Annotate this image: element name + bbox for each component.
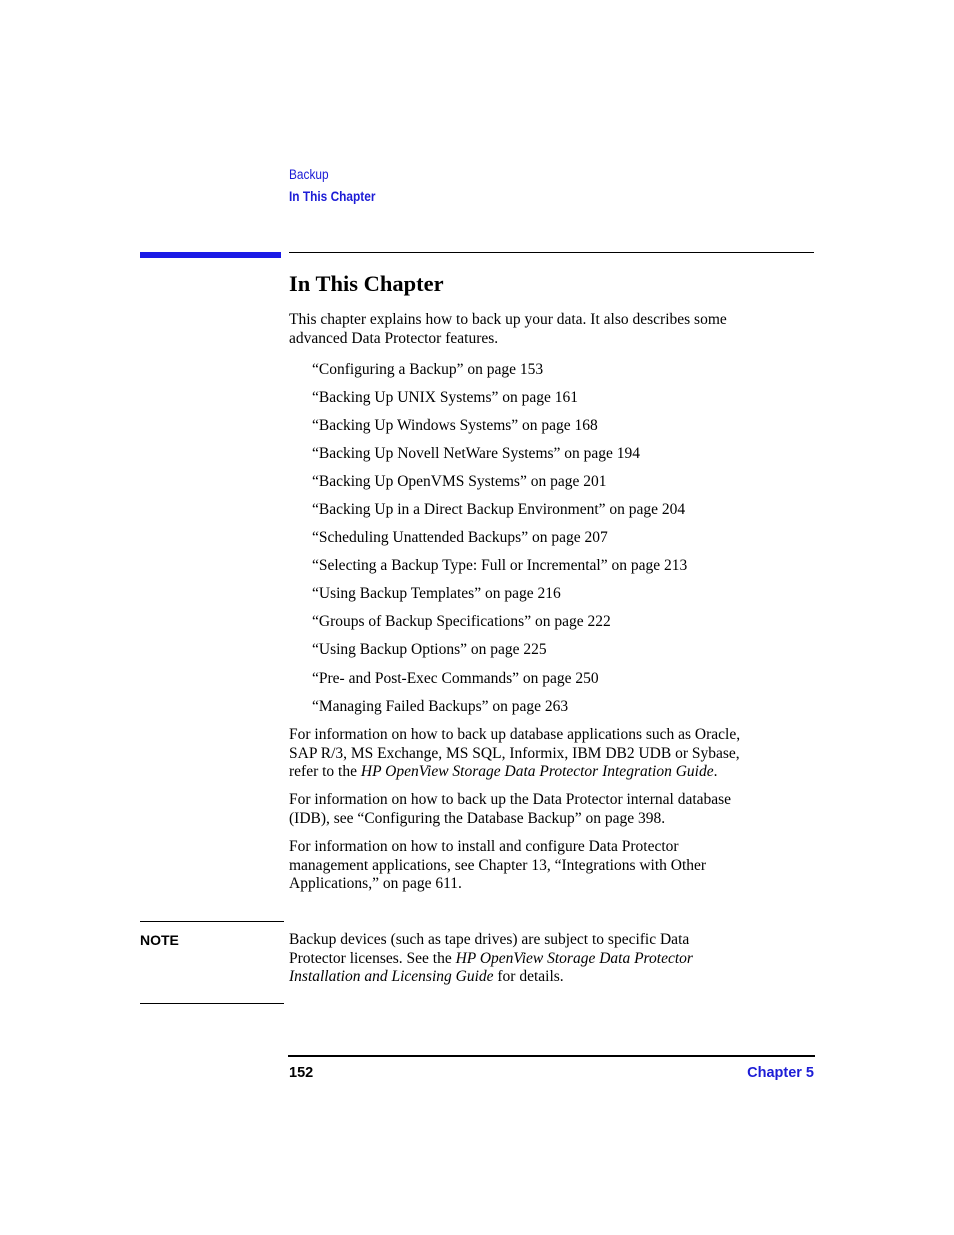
idb-paragraph <box>289 791 819 828</box>
page-title: In This Chapter <box>289 271 444 296</box>
install-paragraph <box>289 838 819 894</box>
paragraph-line: Applications,” on page 611. <box>289 875 462 893</box>
paragraph-line: (IDB), see “Configuring the Database Backup” on page 398. <box>289 809 666 827</box>
toc-link[interactable]: “Managing Failed Backups” on page 263 <box>312 698 569 715</box>
note-label: NOTE <box>140 932 179 948</box>
paragraph-line: SAP R/3, MS Exchange, MS SQL, Informix, IBM DB2 UDB or Sybase, <box>289 744 740 762</box>
paragraph-text: refer to the <box>289 763 361 781</box>
toc-link[interactable]: “Backing Up in a Direct Backup Environment” on page 204 <box>312 501 686 518</box>
toc-link[interactable]: “Using Backup Templates” on page 216 <box>312 585 561 602</box>
toc-link[interactable]: “Selecting a Backup Type: Full or Incremental” on page 213 <box>312 557 688 574</box>
toc-link[interactable]: “Scheduling Unattended Backups” on page 207 <box>312 529 608 546</box>
toc-link[interactable]: “Configuring a Backup” on page 153 <box>312 361 544 378</box>
breadcrumb-section: Backup <box>289 167 329 182</box>
chapter-label: Chapter 5 <box>747 1065 814 1081</box>
paragraph-line <box>289 763 819 782</box>
toc-link[interactable]: “Pre- and Post-Exec Commands” on page 250 <box>312 670 599 687</box>
note-line: Backup devices (such as tape drives) are subject to specific Data <box>289 931 690 948</box>
intro-line: advanced Data Protector features. <box>289 329 499 347</box>
breadcrumb-current: In This Chapter <box>289 189 376 204</box>
note-text: for details. <box>493 968 564 986</box>
toc-link[interactable]: “Backing Up Windows Systems” on page 168 <box>312 417 598 434</box>
installation-guide-title: HP OpenView Storage Data Protector <box>455 949 693 967</box>
intro-line: This chapter explains how to back up your data. It also describes some <box>289 311 727 328</box>
note-bottom-rule <box>140 1003 284 1004</box>
toc-link[interactable]: “Groups of Backup Specifications” on page 222 <box>312 613 611 630</box>
paragraph-line: For information on how to back up database applications such as Oracle, <box>289 726 741 743</box>
paragraph-text: . <box>713 763 718 781</box>
section-top-rule <box>289 252 814 253</box>
page-number: 152 <box>289 1065 314 1081</box>
toc-link[interactable]: “Using Backup Options” on page 225 <box>312 641 547 658</box>
section-accent-bar <box>140 252 281 258</box>
toc-link[interactable]: “Backing Up UNIX Systems” on page 161 <box>312 389 579 406</box>
footer-rule <box>288 1055 815 1057</box>
note-top-rule <box>140 921 284 922</box>
note-line <box>289 950 819 969</box>
note-line <box>289 968 819 987</box>
toc-link[interactable]: “Backing Up Novell NetWare Systems” on page 194 <box>312 445 641 462</box>
integration-paragraph <box>289 726 819 782</box>
paragraph-line: For information on how to install and configure Data Protector <box>289 838 679 855</box>
integration-guide-title: HP OpenView Storage Data Protector Integration Guide <box>360 763 714 781</box>
installation-guide-title: Installation and Licensing Guide <box>289 968 494 986</box>
paragraph-line: For information on how to back up the Data Protector internal database <box>289 791 732 808</box>
paragraph-line: management applications, see Chapter 13, “Integrations with Other <box>289 856 707 874</box>
note-text: Protector licenses. See the <box>289 949 456 967</box>
intro-paragraph <box>289 311 819 348</box>
note-body <box>289 931 819 987</box>
toc-link[interactable]: “Backing Up OpenVMS Systems” on page 201 <box>312 473 607 490</box>
